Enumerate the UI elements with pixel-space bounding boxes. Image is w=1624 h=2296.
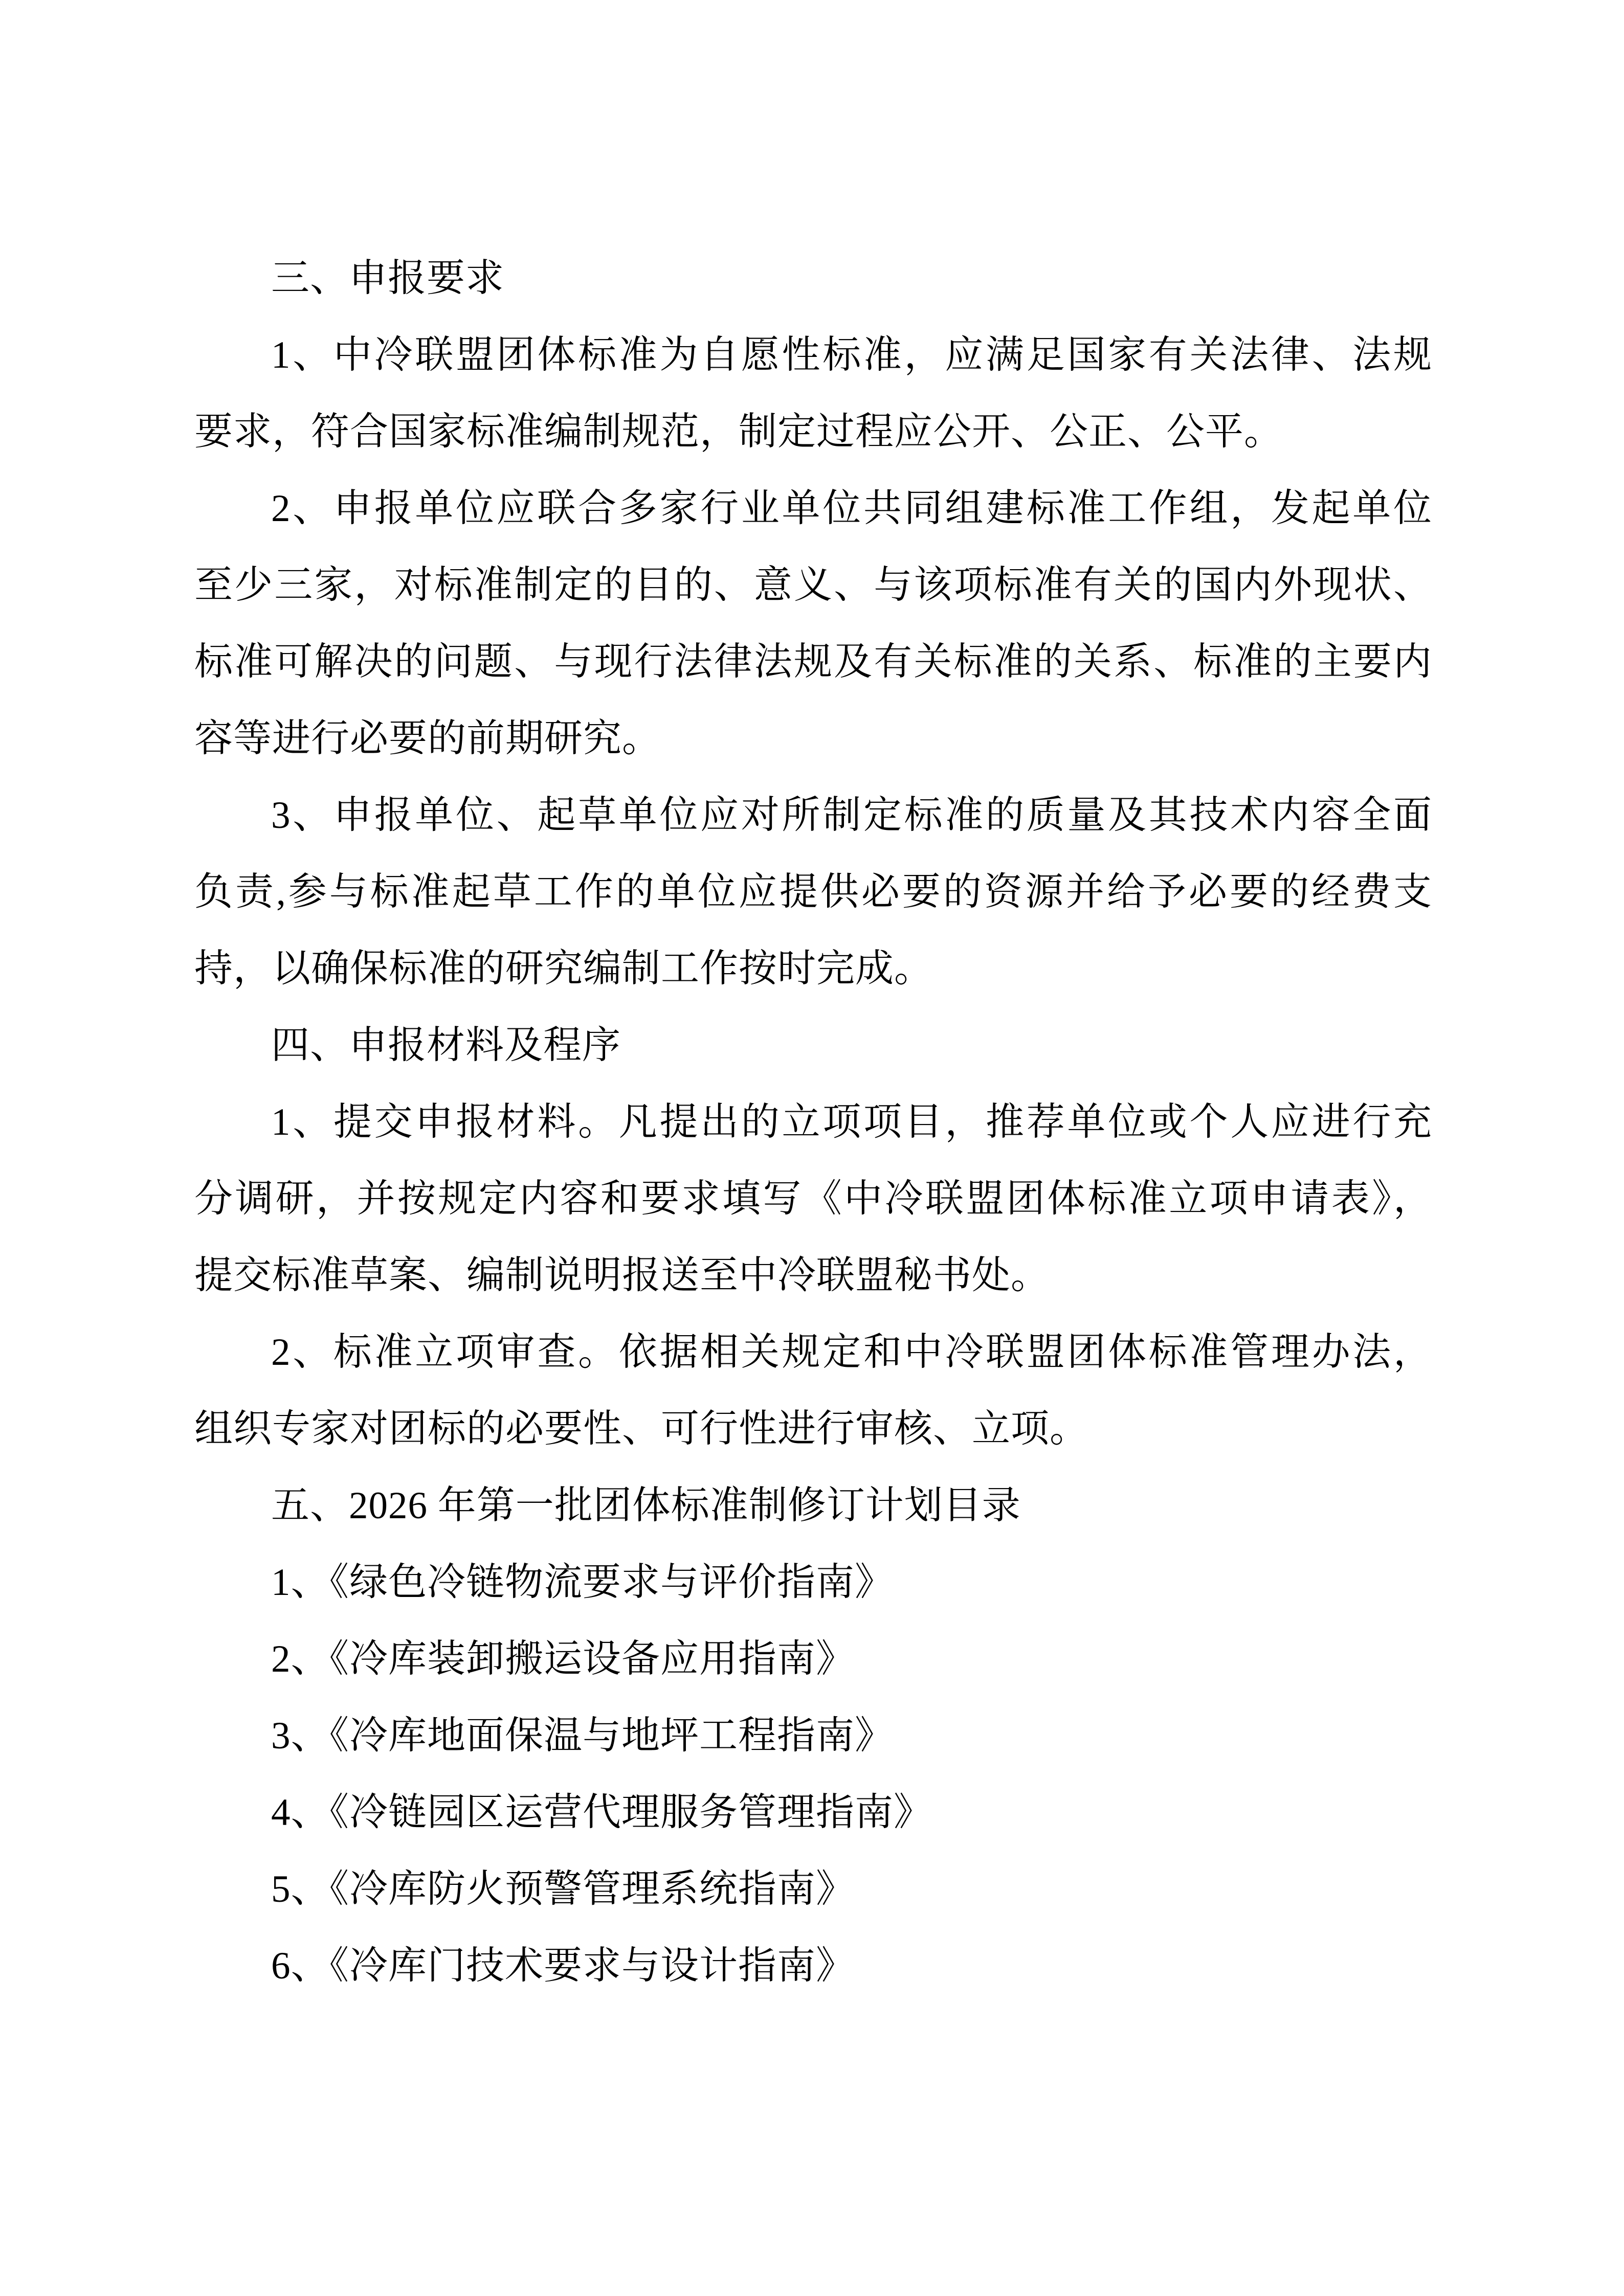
heading-section-3: 三、申报要求	[271, 257, 505, 300]
document-text-block	[194, 240, 1432, 2005]
body-line-12: 分调研，并按规定内容和要求填写《中冷联盟团体标准立项申请表》，	[194, 1178, 1432, 1220]
body-line-11: 1、提交申报材料。凡提出的立项项目，推荐单位或个人应进行充	[271, 1101, 1432, 1143]
catalog-item-6: 6、《冷库门技术要求与设计指南》	[271, 1945, 855, 1987]
body-line-7: 3、申报单位、起草单位应对所制定标准的质量及其技术内容全面	[271, 794, 1432, 837]
catalog-item-2: 2、《冷库装卸搬运设备应用指南》	[271, 1638, 855, 1680]
body-line-15: 组织专家对团标的必要性、可行性进行审核、立项。	[194, 1408, 1089, 1450]
body-line-6: 容等进行必要的前期研究。	[194, 717, 661, 760]
body-line-9: 持，以确保标准的研究编制工作按时完成。	[194, 948, 933, 990]
catalog-item-1: 1、《绿色冷链物流要求与评价指南》	[271, 1561, 894, 1604]
body-line-2: 要求，符合国家标准编制规范，制定过程应公开、公正、公平。	[194, 411, 1283, 453]
body-line-13: 提交标准草案、编制说明报送至中冷联盟秘书处。	[194, 1254, 1050, 1297]
catalog-item-5: 5、《冷库防火预警管理系统指南》	[271, 1868, 855, 1910]
body-line-3: 2、申报单位应联合多家行业单位共同组建标准工作组，发起单位	[271, 487, 1432, 530]
heading-section-5: 五、2026 年第一批团体标准制修订计划目录	[271, 1484, 1021, 1527]
body-line-4: 至少三家，对标准制定的目的、意义、与该项标准有关的国内外现状、	[194, 564, 1432, 606]
body-line-1: 1、中冷联盟团体标准为自愿性标准，应满足国家有关法律、法规	[271, 334, 1432, 376]
body-line-14: 2、标准立项审查。依据相关规定和中冷联盟团体标准管理办法，	[271, 1331, 1432, 1374]
catalog-item-3: 3、《冷库地面保温与地坪工程指南》	[271, 1715, 894, 1757]
heading-section-4: 四、申报材料及程序	[271, 1024, 621, 1067]
body-line-8: 负责,参与标准起草工作的单位应提供必要的资源并给予必要的经费支	[194, 871, 1432, 913]
body-line-5: 标准可解决的问题、与现行法律法规及有关标准的关系、标准的主要内	[194, 641, 1432, 683]
catalog-item-4: 4、《冷链园区运营代理服务管理指南》	[271, 1791, 933, 1834]
